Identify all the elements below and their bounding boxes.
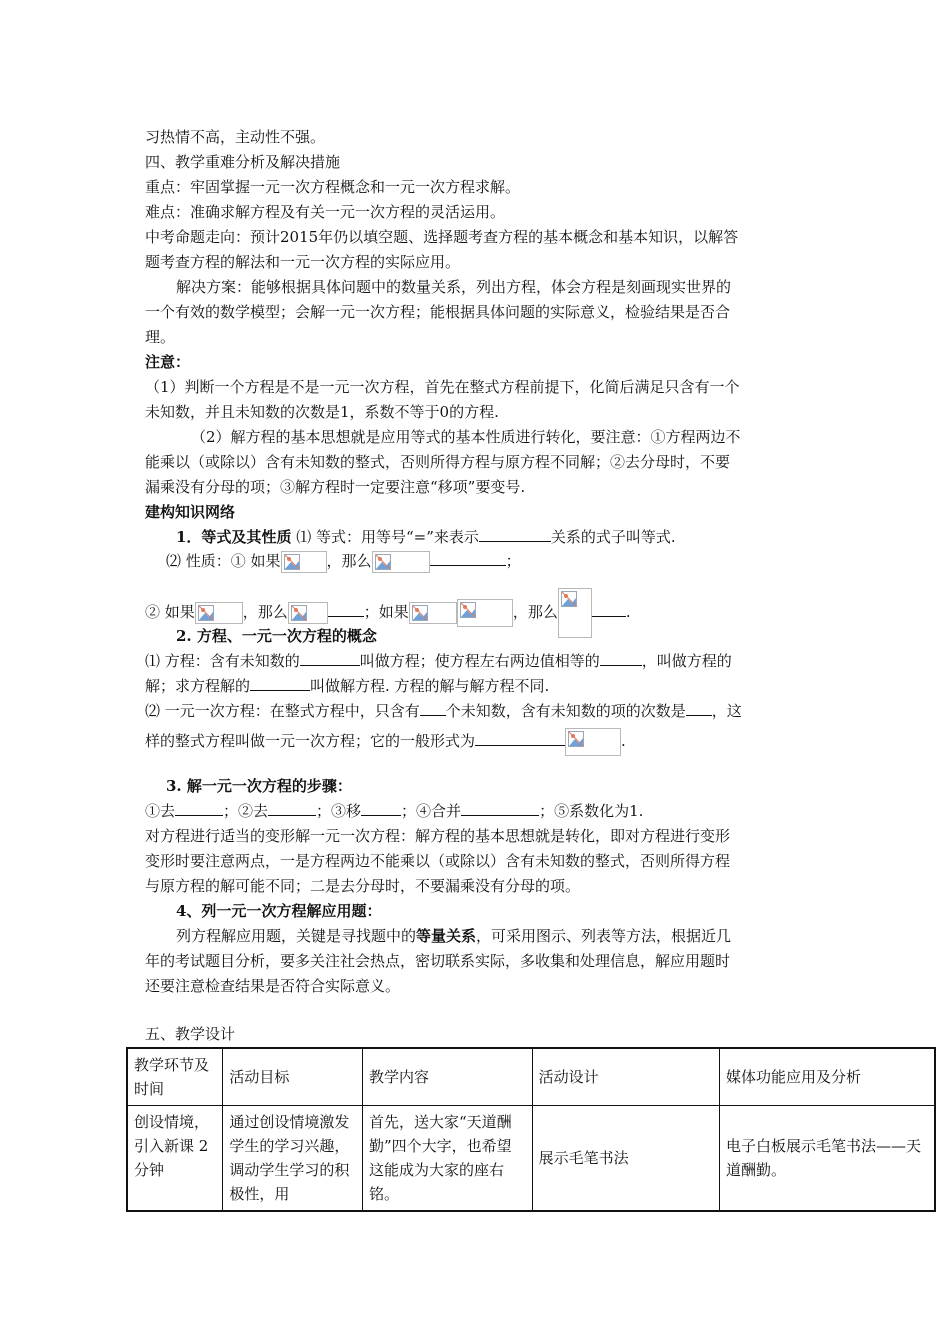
text-line [145,728,626,756]
formula-image [281,551,327,573]
table-row [127,1106,935,1212]
text-span: ；②去 [223,802,269,820]
text-span: ； [505,552,521,570]
text-line: 一个有效的数学模型；会解一元一次方程；能根据具体问题的实际意义，检验结果是否合 [145,303,731,321]
fill-blank [461,801,539,816]
text-span: ；③移 [316,802,362,820]
table-cell: 首先，送大家“天道酬勤”四个大字，也希望这能成为大家的座右铭。 [362,1106,532,1212]
text-span: 叫做方程；使方程左右两边值相等的 [359,652,600,670]
text-span: 解；求方程解的 [145,677,251,695]
text-span: ，叫做方程的 [641,652,732,670]
text-line [145,651,732,671]
section-heading: 四、教学重难分析及解决措施 [145,153,341,171]
text-line: 难点：准确求解方程及有关一元一次方程的灵活运用。 [145,203,506,221]
section-heading: 3. 解一元一次方程的步骤： [166,777,352,795]
formula-image [457,599,513,627]
note-heading: 注意： [145,353,191,371]
text-line: （1）判断一个方程是不是一元一次方程，首先在整式方程前提下，化简后满足只含有一个 [145,378,740,396]
header-cell: 活动设计 [532,1048,719,1106]
text-span: ，那么 [326,552,372,570]
text-line: （2）解方程的基本思想就是应用等式的基本性质进行转化，要注意：①方程两边不 [191,428,741,446]
fill-blank [686,701,712,716]
section-heading: 建构知识网络 [145,503,236,521]
text-span: ② 如果 [145,603,195,621]
fill-blank [592,602,626,617]
text-line: 与原方程的解可能不同；二是去分母时，不要漏乘没有分母的项。 [145,877,581,895]
text-span: ⑵ 一元一次方程：在整式方程中，只含有 [145,702,420,720]
text-line: 题考查方程的解法和一元一次方程的实际应用。 [145,253,461,271]
text-span: ，可采用图示、列表等方法，根据近几 [476,927,732,945]
fill-blank [479,527,551,542]
formula-image [195,602,243,624]
item-title: 1．等式及其性质 [176,528,292,546]
text-line: 习热情不高，主动性不强。 [145,128,326,146]
text-line [145,676,549,696]
formula-image [409,602,457,624]
text-line: 未知数，并且未知数的次数是1，系数不等于0的方程. [145,403,499,421]
steps-line [145,801,643,821]
fill-blank [328,602,364,617]
text-span: ；④合并 [401,802,462,820]
text-span: 叫做解方程. 方程的解与解方程不同. [310,677,550,695]
text-span: ，这 [711,702,742,720]
table-cell: 展示毛笔书法 [532,1106,719,1212]
text-span: . [621,732,626,750]
header-cell: 教学内容 [362,1048,532,1106]
text-line: 理。 [145,328,176,346]
table-cell: 通过创设情境激发学生的学习兴趣，调动学生学习的积极性，用 [223,1106,363,1212]
text-span: ；⑤系数化为1. [539,802,644,820]
fill-blank [430,551,506,566]
table-cell: 电子白板展示毛笔书法——天道酬勤。 [720,1106,935,1212]
header-cell: 媒体功能应用及分析 [720,1048,935,1106]
header-cell: 教学环节及时间 [127,1048,223,1106]
fill-blank [600,651,642,666]
formula-image [558,588,592,638]
text-span: 列方程解应用题，关键是寻找题中的 [176,927,417,945]
text-line: 对方程进行适当的变形解一元一次方程：解方程的基本思想就是转化，即对方程进行变形 [145,827,731,845]
text-line: 解决方案：能够根据具体问题中的数量关系，列出方程，体会方程是刻画现实世界的 [176,278,732,296]
text-span: 关系的式子叫等式. [550,528,676,546]
fill-blank [250,676,310,691]
fill-blank [300,651,360,666]
text-line: 重点：牢固掌握一元一次方程概念和一元一次方程求解。 [145,178,521,196]
section-heading: 五、教学设计 [145,1025,236,1043]
section-heading: 2. 方程、一元一次方程的概念 [176,627,377,645]
fill-blank [175,801,223,816]
knowledge-item-1 [176,527,676,547]
emphasis-text: 等量关系 [416,927,477,945]
text-span: 个未知数，含有未知数的项的次数是 [445,702,686,720]
section-heading: 4、列一元一次方程解应用题： [176,902,382,920]
fill-blank [420,701,446,716]
text-span: ，那么 [512,603,558,621]
text-line [145,701,742,721]
text-line: 变形时要注意两点，一是方程两边不能乘以（或除以）含有未知数的整式，否则所得方程 [145,852,731,870]
table-header-row [127,1048,935,1106]
fill-blank [517,731,565,746]
text-line: 能乘以（或除以）含有未知数的整式，否则所得方程与原方程不同解；②去分母时，不要 [145,453,731,471]
text-line: 漏乘没有分母的项；③解方程时一定要注意“移项”要变号. [145,478,526,496]
text-span: ，那么 [242,603,288,621]
fill-blank [475,731,517,746]
property-line [166,551,521,573]
text-span: ⑵ 性质：① 如果 [166,552,281,570]
text-span: ⑴ 方程：含有未知数的 [145,652,300,670]
text-span: . [625,603,631,621]
teaching-design-table [126,1047,936,1212]
text-span: ；如果 [363,603,409,621]
formula-image [565,728,621,756]
header-cell: 活动目标 [223,1048,363,1106]
fill-blank [361,801,401,816]
fill-blank [268,801,316,816]
formula-image [372,551,430,573]
text-line: 年的考试题目分析，要多关注社会热点，密切联系实际，多收集和处理信息，解应用题时 [145,952,731,970]
table-cell: 创设情境，引入新课 2分钟 [127,1106,223,1212]
text-line [176,926,731,946]
text-span: ⑴ 等式：用等号“=”来表示 [296,528,479,546]
formula-image [288,602,328,624]
text-line: 还要注意检查结果是否符合实际意义。 [145,977,401,995]
text-line: 中考命题走向：预计2015年仍以填空题、选择题考查方程的基本概念和基本知识，以解答 [145,228,739,246]
text-span: 样的整式方程叫做一元一次方程；它的一般形式为 [145,732,476,750]
text-span: ①去 [145,802,176,820]
